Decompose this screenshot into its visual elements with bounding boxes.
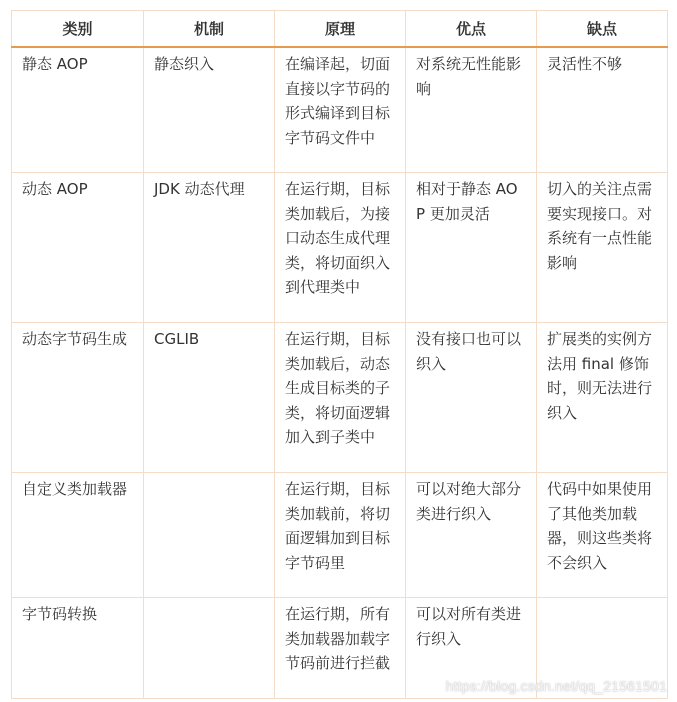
aop-comparison-table bbox=[11, 10, 668, 699]
cell-advantages: 可以对所有类进行织入 bbox=[406, 598, 537, 699]
table-header bbox=[12, 11, 668, 48]
header-row bbox=[12, 11, 668, 48]
table-row bbox=[12, 47, 668, 173]
cell-advantages: 相对于静态 AOP 更加灵活 bbox=[406, 173, 537, 323]
cell-category: 字节码转换 bbox=[12, 598, 144, 699]
cell-mechanism: 静态织入 bbox=[144, 47, 275, 173]
cell-category: 动态字节码生成 bbox=[12, 323, 144, 473]
cell-principle: 在运行期，目标类加载前，将切面逻辑加到目标字节码里 bbox=[275, 473, 406, 598]
header-advantages: 优点 bbox=[406, 11, 537, 48]
watermark-url: https://blog.csdn.net/qq_21561501 bbox=[445, 678, 667, 694]
header-category: 类别 bbox=[12, 11, 144, 48]
cell-disadvantages: 代码中如果使用了其他类加载器，则这些类将不会织入 bbox=[537, 473, 668, 598]
comparison-table-container bbox=[11, 10, 667, 699]
cell-mechanism: CGLIB bbox=[144, 323, 275, 473]
table-row bbox=[12, 473, 668, 598]
cell-disadvantages: 切入的关注点需要实现接口。对系统有一点性能影响 bbox=[537, 173, 668, 323]
cell-advantages: 对系统无性能影响 bbox=[406, 47, 537, 173]
cell-category: 自定义类加载器 bbox=[12, 473, 144, 598]
cell-category: 动态 AOP bbox=[12, 173, 144, 323]
cell-advantages: 可以对绝大部分类进行织入 bbox=[406, 473, 537, 598]
header-disadvantages: 缺点 bbox=[537, 11, 668, 48]
cell-disadvantages: 扩展类的实例方法用 final 修饰时，则无法进行织入 bbox=[537, 323, 668, 473]
table-body bbox=[12, 47, 668, 699]
cell-principle: 在编译起，切面直接以字节码的形式编译到目标字节码文件中 bbox=[275, 47, 406, 173]
table-row bbox=[12, 173, 668, 323]
cell-mechanism bbox=[144, 473, 275, 598]
cell-advantages: 没有接口也可以织入 bbox=[406, 323, 537, 473]
cell-disadvantages: 灵活性不够 bbox=[537, 47, 668, 173]
cell-mechanism: JDK 动态代理 bbox=[144, 173, 275, 323]
header-mechanism: 机制 bbox=[144, 11, 275, 48]
header-principle: 原理 bbox=[275, 11, 406, 48]
cell-principle: 在运行期，目标类加载后，动态生成目标类的子类，将切面逻辑加入到子类中 bbox=[275, 323, 406, 473]
table-row bbox=[12, 323, 668, 473]
cell-category: 静态 AOP bbox=[12, 47, 144, 173]
cell-mechanism bbox=[144, 598, 275, 699]
cell-principle: 在运行期，所有类加载器加载字节码前进行拦截 bbox=[275, 598, 406, 699]
cell-principle: 在运行期，目标类加载后，为接口动态生成代理类，将切面织入到代理类中 bbox=[275, 173, 406, 323]
